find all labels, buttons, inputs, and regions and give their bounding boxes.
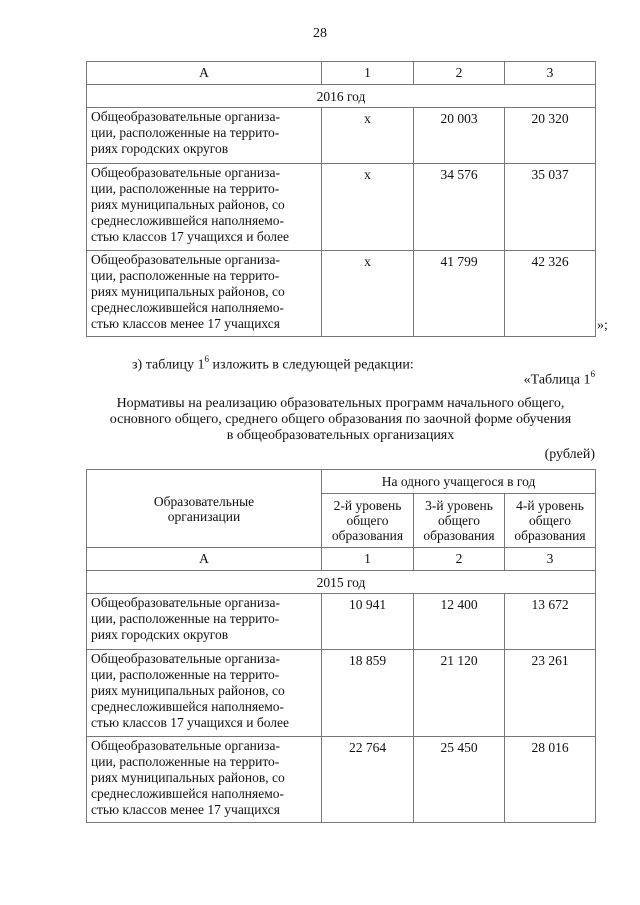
year-label: 2016 год bbox=[87, 85, 596, 108]
value-cell: 20 003 bbox=[414, 108, 505, 164]
value-cell: 12 400 bbox=[414, 594, 505, 650]
header-row bbox=[87, 470, 596, 494]
value-cell: х bbox=[322, 251, 414, 337]
org-description: Общеобразовательные организа- ции, расположенные на террито- риях городских округов bbox=[87, 108, 322, 164]
org-description: Общеобразовательные организа- ции, расположенные на террито- риях муниципальных районов, со среднесложившейся наполняемо- стью классов менее 17 учащихся bbox=[87, 737, 322, 823]
table-label: «Таблица $1^6$ bbox=[523, 369, 595, 388]
value-cell: 10 941 bbox=[322, 594, 414, 650]
header-level-2: 2-й уровень общего образования bbox=[322, 494, 414, 548]
value-cell: 23 261 bbox=[505, 650, 596, 737]
table-row bbox=[87, 108, 596, 164]
header-group: На одного учащегося в год bbox=[322, 470, 596, 494]
value-cell: 35 037 bbox=[505, 164, 596, 251]
table-title: Нормативы на реализацию образовательных программ начального общего, основного общего, среднего общего образования по заочной форме обучения в общеобразовательных организациях bbox=[109, 396, 572, 443]
col-code: А bbox=[87, 548, 322, 571]
table-row bbox=[87, 251, 596, 337]
value-cell: 22 764 bbox=[322, 737, 414, 823]
value-cell: 20 320 bbox=[505, 108, 596, 164]
table-row bbox=[87, 594, 596, 650]
value-cell: х bbox=[322, 108, 414, 164]
org-description: Общеобразовательные организа- ции, расположенные на террито- риях муниципальных районов, со среднесложившейся наполняемо- стью классов менее 17 учащихся bbox=[87, 251, 322, 337]
col-code: А bbox=[87, 62, 322, 85]
instruction-text: з) таблицу $1^6$ изложить в следующей редакции: bbox=[132, 354, 414, 373]
col-code: 1 bbox=[322, 548, 414, 571]
col-code: 3 bbox=[505, 62, 596, 85]
org-description: Общеобразовательные организа- ции, расположенные на террито- риях муниципальных районов, со среднесложившейся наполняемо- стью классов 17 учащихся и более bbox=[87, 650, 322, 737]
year-label: 2015 год bbox=[87, 571, 596, 594]
value-cell: 41 799 bbox=[414, 251, 505, 337]
table-row bbox=[87, 737, 596, 823]
closing-quote: »; bbox=[597, 318, 608, 333]
table-2015 bbox=[86, 469, 596, 823]
col-code: 3 bbox=[505, 548, 596, 571]
value-cell: 18 859 bbox=[322, 650, 414, 737]
org-description: Общеобразовательные организа- ции, расположенные на террито- риях муниципальных районов, со среднесложившейся наполняемо- стью классов 17 учащихся и более bbox=[87, 164, 322, 251]
page-number: 28 bbox=[313, 26, 327, 41]
col-code: 1 bbox=[322, 62, 414, 85]
year-row bbox=[87, 85, 596, 108]
value-cell: 25 450 bbox=[414, 737, 505, 823]
value-cell: 34 576 bbox=[414, 164, 505, 251]
value-cell: 28 016 bbox=[505, 737, 596, 823]
org-description: Общеобразовательные организа- ции, расположенные на террито- риях городских округов bbox=[87, 594, 322, 650]
value-cell: 42 326 bbox=[505, 251, 596, 337]
col-code: 2 bbox=[414, 548, 505, 571]
value-cell: 21 120 bbox=[414, 650, 505, 737]
units-label: (рублей) bbox=[544, 447, 595, 462]
column-codes-row bbox=[87, 62, 596, 85]
col-code: 2 bbox=[414, 62, 505, 85]
table-row bbox=[87, 650, 596, 737]
table-2016 bbox=[86, 61, 596, 337]
header-level-3: 3-й уровень общего образования bbox=[414, 494, 505, 548]
header-organizations: Образовательные организации bbox=[87, 470, 322, 548]
column-codes-row bbox=[87, 548, 596, 571]
year-row bbox=[87, 571, 596, 594]
table-row bbox=[87, 164, 596, 251]
value-cell: х bbox=[322, 164, 414, 251]
header-level-4: 4-й уровень общего образования bbox=[505, 494, 596, 548]
value-cell: 13 672 bbox=[505, 594, 596, 650]
